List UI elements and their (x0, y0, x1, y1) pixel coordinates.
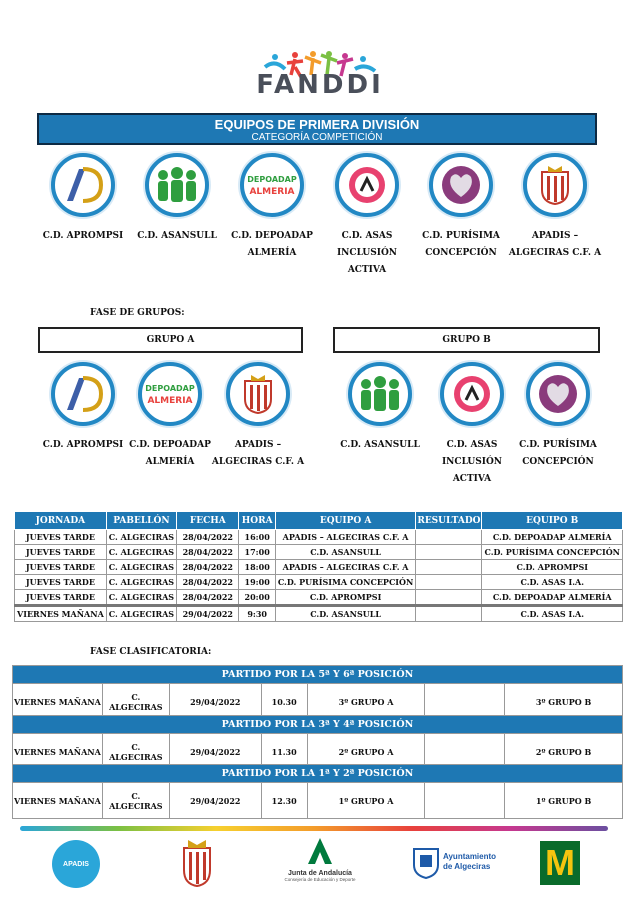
cell: C. ALGECIRAS (106, 545, 176, 560)
depoadap-icon (138, 362, 202, 426)
team-card (222, 153, 322, 262)
group-b-team (422, 362, 522, 488)
col-pabellon: PABELLÓN (106, 512, 176, 530)
group-a-team (33, 362, 133, 454)
asas-icon (335, 153, 399, 217)
asas-icon (440, 362, 504, 426)
page-subtitle: CATEGORÍA COMPETICIÓN (251, 132, 383, 143)
group-b-team (508, 362, 608, 471)
match-3-4-table (12, 715, 623, 770)
cell: C.D. APROMPSI (275, 590, 416, 606)
svg-text:ALMERIA: ALMERIA (249, 187, 295, 197)
cell: 10.30 (261, 684, 307, 720)
cell: C.D. DEPOADAP ALMERÍA (482, 590, 623, 606)
table-row (13, 783, 623, 819)
depoadap-icon (240, 153, 304, 217)
match-title: PARTIDO POR LA 5ª Y 6ª POSICIÓN (13, 666, 623, 684)
group-schedule-table (14, 511, 623, 622)
cell: VIERNES MAÑANA (13, 783, 103, 819)
team-name: C.D. DEPOADAP (129, 440, 211, 450)
team-card (317, 153, 417, 279)
col-resultado: RESULTADO (416, 512, 482, 530)
result-cell (416, 590, 482, 606)
cell: C. ALGECIRAS (106, 590, 176, 606)
aprompsi-icon (51, 362, 115, 426)
ayto-city: de Algeciras (443, 862, 491, 871)
junta-name: Junta de Andalucía (288, 870, 352, 877)
team-name: C.D. DEPOADAP (231, 231, 313, 241)
team-name: C.D. ASANSULL (137, 231, 217, 241)
cell: C.D. ASANSULL (275, 606, 416, 622)
table-row (15, 560, 623, 575)
fase-grupos-label: FASE DE GRUPOS: (90, 308, 185, 318)
team-name: INCLUSIÓN (336, 248, 398, 258)
match-title: PARTIDO POR LA 3ª Y 4ª POSICIÓN (13, 716, 623, 734)
team-name: APADIS – (234, 440, 282, 450)
team-name: C.D. PURÍSIMA (519, 440, 597, 450)
cell: C.D. PURÍSIMA CONCEPCIÓN (275, 575, 416, 590)
team-card (411, 153, 511, 262)
cell: JUEVES TARDE (15, 575, 107, 590)
junta-andalucia-icon (305, 836, 335, 866)
group-a-team (120, 362, 220, 471)
team-name: ALGECIRAS C.F. A (211, 457, 305, 467)
team-name: C.D. ASANSULL (340, 440, 420, 450)
match-1-2-table (12, 764, 623, 819)
svg-text:DEPOADAP: DEPOADAP (145, 384, 195, 393)
sponsor-text: APADIS (63, 860, 89, 868)
result-cell (416, 560, 482, 575)
team-name: ALMERÍA (247, 248, 297, 258)
col-equipo-b: EQUIPO B (482, 512, 623, 530)
team-name: ALMERÍA (145, 457, 195, 467)
cell: 20:00 (239, 590, 275, 606)
group-b-team (330, 362, 430, 454)
cell: 1º GRUPO A (307, 783, 425, 819)
team-name: C.D. PURÍSIMA (422, 231, 500, 241)
cell: 2º GRUPO A (307, 734, 425, 770)
svg-text:DEPOADAP: DEPOADAP (247, 175, 297, 184)
cell: C.D. ASANSULL (275, 545, 416, 560)
cell: C. ALGECIRAS (106, 530, 176, 545)
team-name: C.D. APROMPSI (42, 440, 124, 450)
team-name: ALGECIRAS C.F. A (508, 248, 602, 258)
cell: JUEVES TARDE (15, 530, 107, 545)
cell: C. ALGECIRAS (106, 606, 176, 622)
col-hora: HORA (239, 512, 275, 530)
team-name: CONCEPCIÓN (425, 248, 497, 258)
team-name: C.D. APROMPSI (42, 231, 124, 241)
cell: APADIS – ALGECIRAS C.F. A (275, 530, 416, 545)
team-name: INCLUSIÓN (441, 457, 503, 467)
cell: 29/04/2022 (169, 734, 261, 770)
cell: 19:00 (239, 575, 275, 590)
junta-dept: Consejería de Educación y Deporte (284, 877, 356, 882)
team-name: C.D. ASAS (446, 440, 498, 450)
cell: C.D. DEPOADAP ALMERÍA (482, 530, 623, 545)
team-name: ACTIVA (452, 474, 492, 484)
team-name: CONCEPCIÓN (522, 457, 594, 467)
cell: 29/04/2022 (169, 783, 261, 819)
asansull-icon (145, 153, 209, 217)
col-fecha: FECHA (177, 512, 239, 530)
mcdonalds-logo (540, 841, 580, 885)
cell: C. ALGECIRAS (102, 783, 169, 819)
apadis-icon (226, 362, 290, 426)
cell: 16:00 (239, 530, 275, 545)
asansull-icon (348, 362, 412, 426)
cell: 1º GRUPO B (505, 783, 623, 819)
svg-text:ALMERIA: ALMERIA (147, 396, 193, 406)
ayuntamiento-algeciras-logo (412, 845, 496, 879)
algeciras-shield-icon (412, 845, 440, 879)
match-title: PARTIDO POR LA 1ª Y 2ª POSICIÓN (13, 765, 623, 783)
cell: 28/04/2022 (177, 560, 239, 575)
cell: 17:00 (239, 545, 275, 560)
purisima-icon (526, 362, 590, 426)
team-card (127, 153, 227, 245)
cell: 18:00 (239, 560, 275, 575)
result-cell (416, 545, 482, 560)
title-banner (37, 113, 597, 145)
cell: C. ALGECIRAS (106, 575, 176, 590)
mcdonalds-icon: M (545, 842, 575, 883)
cell: 28/04/2022 (177, 530, 239, 545)
ayto-name: Ayuntamiento (443, 852, 497, 861)
group-a-team (208, 362, 308, 471)
team-name: ACTIVA (347, 265, 387, 275)
purisima-icon (429, 153, 493, 217)
result-cell (416, 606, 482, 622)
team-card (33, 153, 133, 245)
cell: JUEVES TARDE (15, 590, 107, 606)
table-header-row (15, 512, 623, 530)
aprompsi-icon (51, 153, 115, 217)
col-equipo-a: EQUIPO A (275, 512, 416, 530)
table-row (15, 575, 623, 590)
apadis-icon (523, 153, 587, 217)
junta-andalucia-logo (280, 836, 360, 882)
cell: C.D. APROMPSI (482, 560, 623, 575)
team-card (505, 153, 605, 262)
table-row (15, 590, 623, 606)
cell: 3º GRUPO A (307, 684, 425, 720)
cell: 28/04/2022 (177, 545, 239, 560)
cell: JUEVES TARDE (15, 545, 107, 560)
algeciras-cf-crest-icon (180, 838, 214, 888)
fase-clasificatoria-label: FASE CLASIFICATORIA: (90, 647, 212, 657)
footer-divider (20, 826, 608, 831)
cell: 29/04/2022 (169, 684, 261, 720)
cell: C.D. ASAS I.A. (482, 575, 623, 590)
group-a-header: GRUPO A (38, 327, 303, 353)
cell: VIERNES MAÑANA (13, 684, 103, 720)
cell: 9:30 (239, 606, 275, 622)
table-row (15, 606, 623, 622)
cell: C. ALGECIRAS (102, 684, 169, 720)
cell: 28/04/2022 (177, 590, 239, 606)
col-jornada: JORNADA (15, 512, 107, 530)
cell: VIERNES MAÑANA (13, 734, 103, 770)
cell: JUEVES TARDE (15, 560, 107, 575)
team-name: APADIS – (531, 231, 579, 241)
table-row (15, 530, 623, 545)
cell: C.D. PURÍSIMA CONCEPCIÓN (482, 545, 623, 560)
apadis-sponsor-logo (52, 840, 100, 888)
cell: VIERNES MAÑANA (15, 606, 107, 622)
result-cell (425, 783, 505, 819)
table-row (15, 545, 623, 560)
team-name: C.D. ASAS (341, 231, 393, 241)
cell: 3º GRUPO B (505, 684, 623, 720)
fanddi-logo-text: FANDDI (256, 70, 384, 100)
cell: 12.30 (261, 783, 307, 819)
cell: C. ALGECIRAS (106, 560, 176, 575)
cell: C. ALGECIRAS (102, 734, 169, 770)
page-title: EQUIPOS DE PRIMERA DIVISIÓN (214, 117, 420, 132)
group-b-header: GRUPO B (333, 327, 600, 353)
cell: 11.30 (261, 734, 307, 770)
cell: 28/04/2022 (177, 575, 239, 590)
result-cell (416, 575, 482, 590)
cell: 2º GRUPO B (505, 734, 623, 770)
match-5-6-table (12, 665, 623, 720)
result-cell (416, 530, 482, 545)
cell: C.D. ASAS I.A. (482, 606, 623, 622)
cell: 29/04/2022 (177, 606, 239, 622)
cell: APADIS – ALGECIRAS C.F. A (275, 560, 416, 575)
